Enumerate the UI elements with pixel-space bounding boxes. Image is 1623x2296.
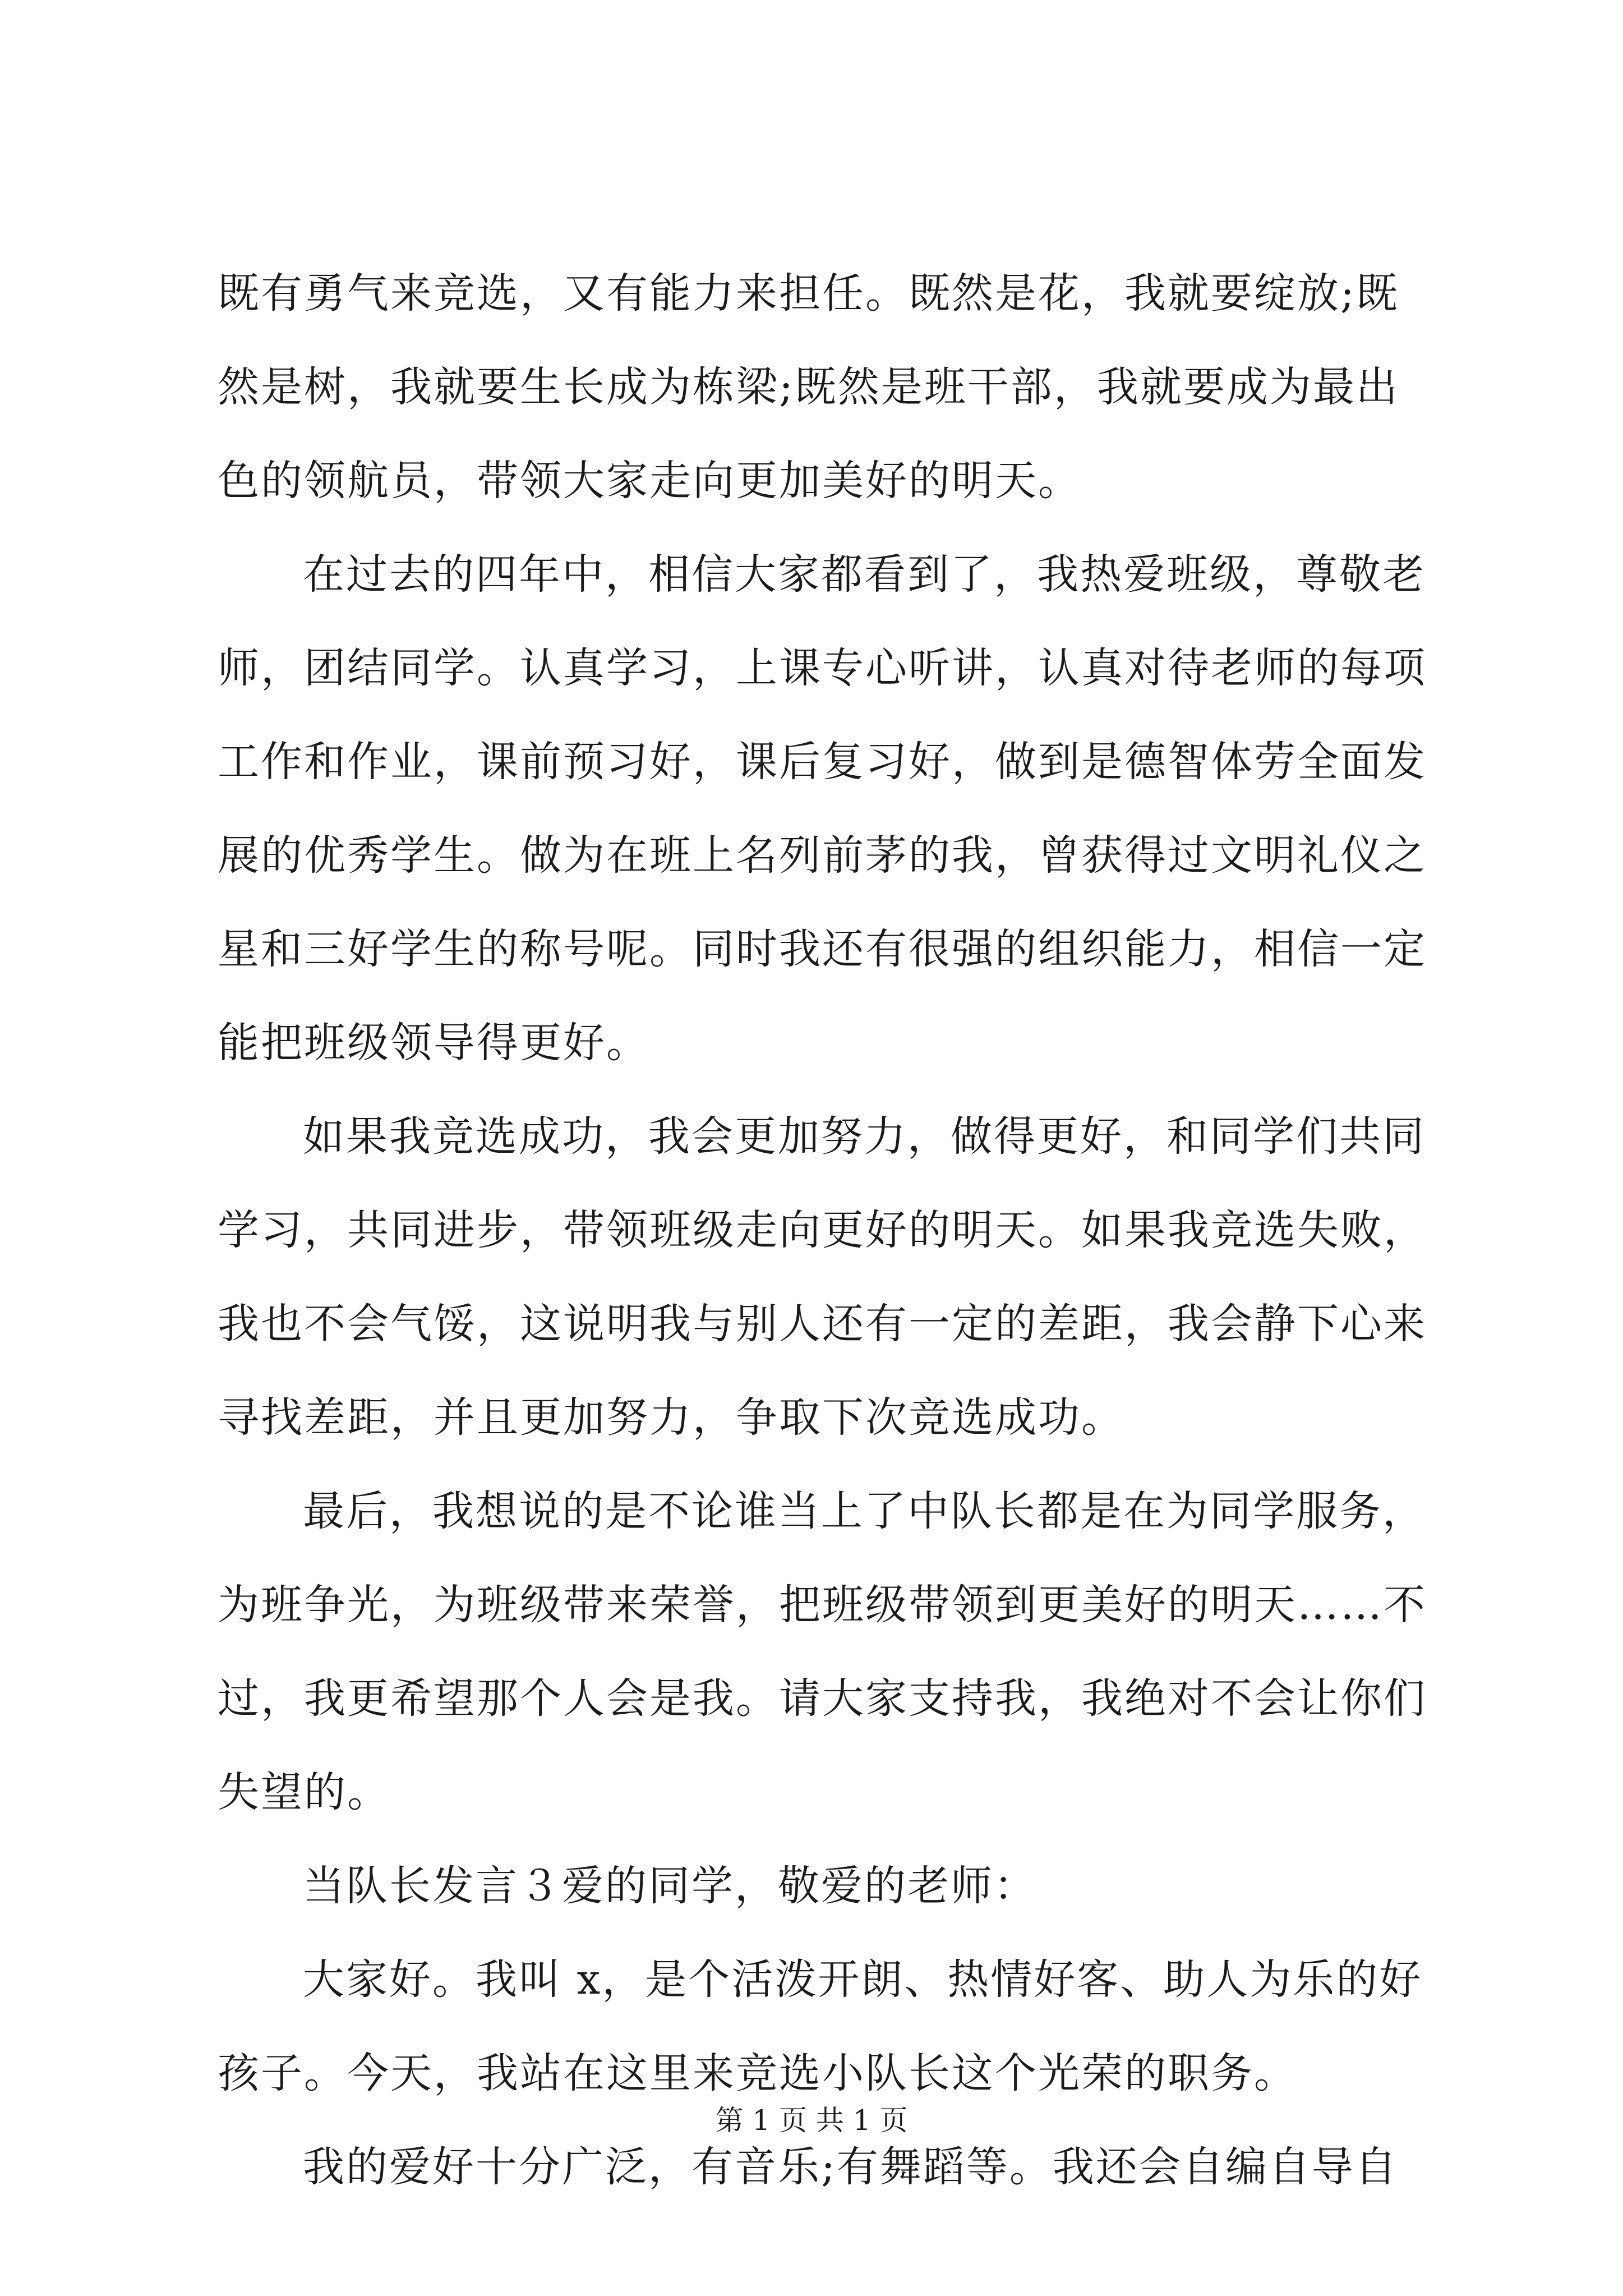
text-line: 然是树，我就要生长成为栋梁;既然是班干部，我就要成为最出 [218,363,1399,411]
text-line: 展的优秀学生。做为在班上名列前茅的我，曾获得过文明礼仪之 [218,831,1427,880]
paragraph-start-line: 当队长发言３爱的同学，敬爱的老师： [303,1862,1037,1910]
text-line: 色的领航员，带领大家走向更加美好的明天。 [218,457,1081,505]
text-line: 过，我更希望那个人会是我。请大家支持我，我绝对不会让你们 [218,1674,1427,1723]
paragraph-start-line: 我的爱好十分广泛，有音乐;有舞蹈等。我还会自编自导自 [303,2143,1398,2191]
paragraph-start-line: 在过去的四年中，相信大家都看到了，我热爱班级，尊敬老 [303,550,1426,599]
text-line: 失望的。 [218,1768,390,1816]
paragraph-start-line: 最后，我想说的是不论谁当上了中队长都是在为同学服务， [303,1487,1426,1535]
page-footer: 第 1 页 共 1 页 [715,2104,908,2137]
text-line: 既有勇气来竞选，又有能力来担任。既然是花，我就要绽放;既 [218,269,1399,318]
text-line: 孩子。今天，我站在这里来竞选小队长这个光荣的职务。 [218,2049,1297,2097]
text-line: 工作和作业，课前预习好，课后复习好，做到是德智体劳全面发 [218,738,1427,786]
text-line: 学习，共同进步，带领班级走向更好的明天。如果我竞选失败， [218,1206,1427,1254]
text-line: 能把班级领导得更好。 [218,1019,649,1067]
text-line: 师，团结同学。认真学习，上课专心听讲，认真对待老师的每项 [218,644,1427,692]
text-line: 星和三好学生的称号呢。同时我还有很强的组织能力，相信一定 [218,925,1427,973]
text-line: 我也不会气馁，这说明我与别人还有一定的差距，我会静下心来 [218,1300,1427,1348]
text-line: 为班争光，为班级带来荣誉，把班级带领到更美好的明天……不 [218,1581,1427,1629]
paragraph-start-line: 大家好。我叫 x，是个活泼开朗、热情好客、助人为乐的好 [303,1955,1423,2004]
paragraph-start-line: 如果我竞选成功，我会更加努力，做得更好，和同学们共同 [303,1112,1426,1161]
text-line: 寻找差距，并且更加努力，争取下次竞选成功。 [218,1393,1124,1442]
document-body [218,247,1427,2214]
